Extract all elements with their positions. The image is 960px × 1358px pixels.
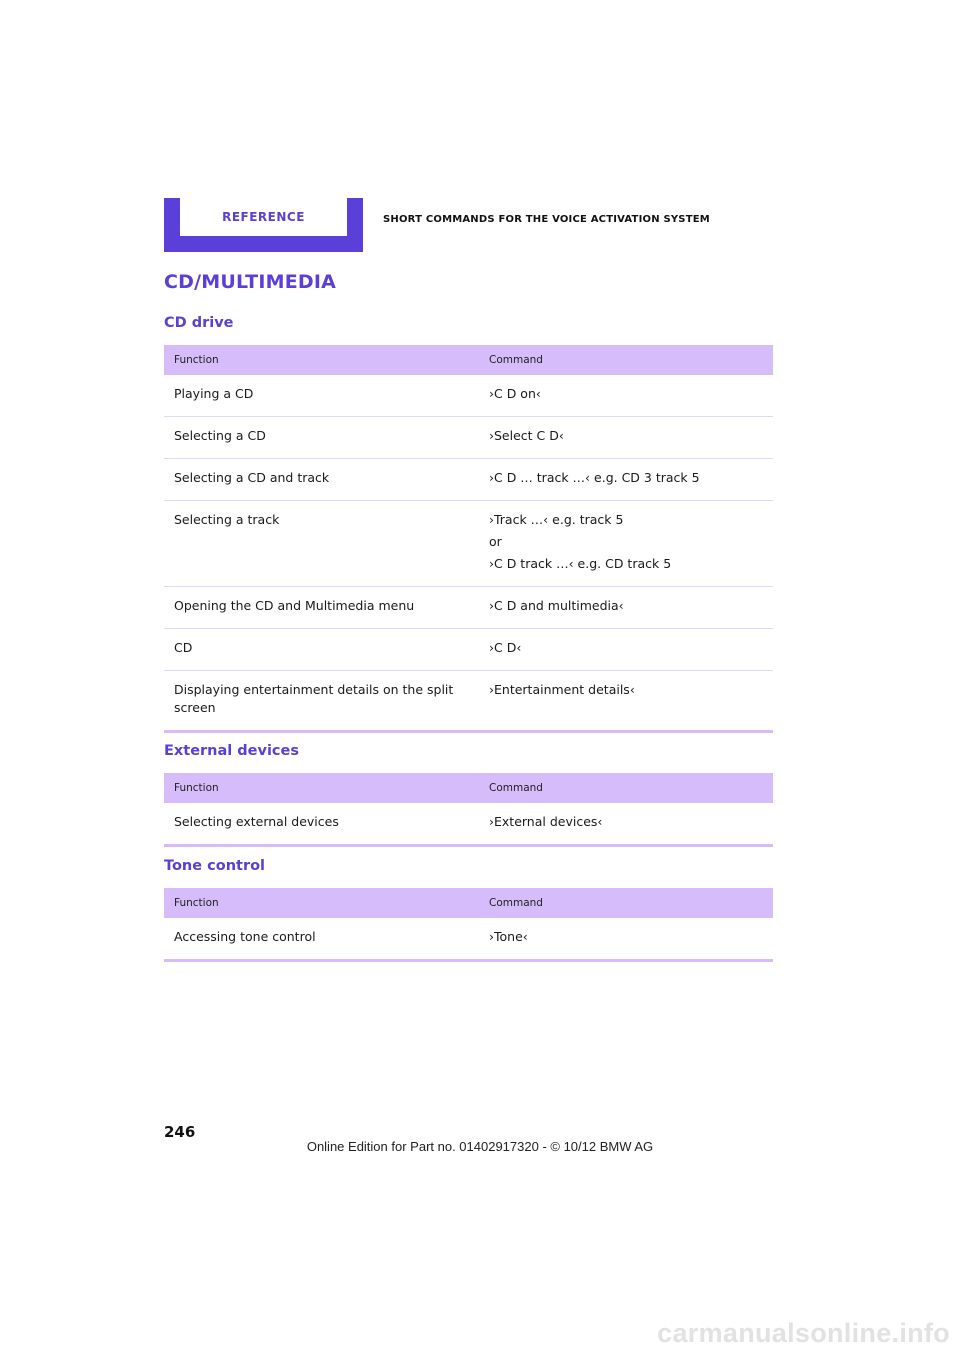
command-cell (479, 587, 773, 629)
tone-control-table (164, 888, 773, 962)
command-text: ›Tone‹ (489, 929, 528, 944)
function-cell: Opening the CD and Multimedia menu (164, 587, 479, 629)
table-row (164, 671, 773, 732)
header-tab-label: REFERENCE (180, 198, 347, 236)
command-text: ›Track …‹ e.g. track 5 (489, 512, 624, 527)
table-row (164, 459, 773, 501)
table-row (164, 375, 773, 417)
table-row (164, 803, 773, 846)
table-row (164, 417, 773, 459)
chapter-title: SHORT COMMANDS FOR THE VOICE ACTIVATION SYSTEM (383, 214, 710, 225)
command-cell (479, 375, 773, 417)
header-command: Command (479, 773, 773, 803)
command-text: or (489, 534, 502, 549)
command-cell (479, 629, 773, 671)
command-cell (479, 918, 773, 961)
section-title: CD/MULTIMEDIA (164, 271, 337, 293)
header-function: Function (164, 345, 479, 375)
table-row (164, 501, 773, 587)
command-cell (479, 417, 773, 459)
command-cell (479, 501, 773, 587)
function-cell: Playing a CD (164, 375, 479, 417)
page-number: 246 (164, 1123, 196, 1141)
command-text: ›C D on‹ (489, 386, 541, 401)
command-text: ›C D … track …‹ e.g. CD 3 track 5 (489, 470, 700, 485)
command-text: ›Select C D‹ (489, 428, 564, 443)
footer-text: Online Edition for Part no. 01402917320 - © 10/12 BMW AG (306, 1139, 654, 1154)
function-cell: Selecting a CD (164, 417, 479, 459)
function-cell: CD (164, 629, 479, 671)
header-function: Function (164, 888, 479, 918)
header-function: Function (164, 773, 479, 803)
subsection-tone-control: Tone control (164, 858, 266, 874)
command-text: ›External devices‹ (489, 814, 603, 829)
command-cell (479, 803, 773, 846)
header-command: Command (479, 888, 773, 918)
watermark: carmanualsonline.info (657, 1318, 950, 1348)
command-text: ›Entertainment details‹ (489, 682, 635, 697)
function-cell: Selecting external devices (164, 803, 479, 846)
table-row (164, 918, 773, 961)
command-cell (479, 459, 773, 501)
function-cell: Selecting a CD and track (164, 459, 479, 501)
function-cell: Displaying entertainment details on the split screen (164, 671, 479, 732)
cd-drive-table (164, 345, 773, 733)
header-command: Command (479, 345, 773, 375)
command-text: ›C D and multimedia‹ (489, 598, 624, 613)
command-cell (479, 671, 773, 732)
header-tab (164, 198, 363, 252)
table-row (164, 587, 773, 629)
function-cell: Selecting a track (164, 501, 479, 587)
subsection-cd-drive: CD drive (164, 315, 234, 331)
function-cell: Accessing tone control (164, 918, 479, 961)
external-devices-table (164, 773, 773, 847)
command-text: ›C D track …‹ e.g. CD track 5 (489, 556, 672, 571)
subsection-external-devices: External devices (164, 743, 299, 759)
table-row (164, 629, 773, 671)
command-text: ›C D‹ (489, 640, 522, 655)
